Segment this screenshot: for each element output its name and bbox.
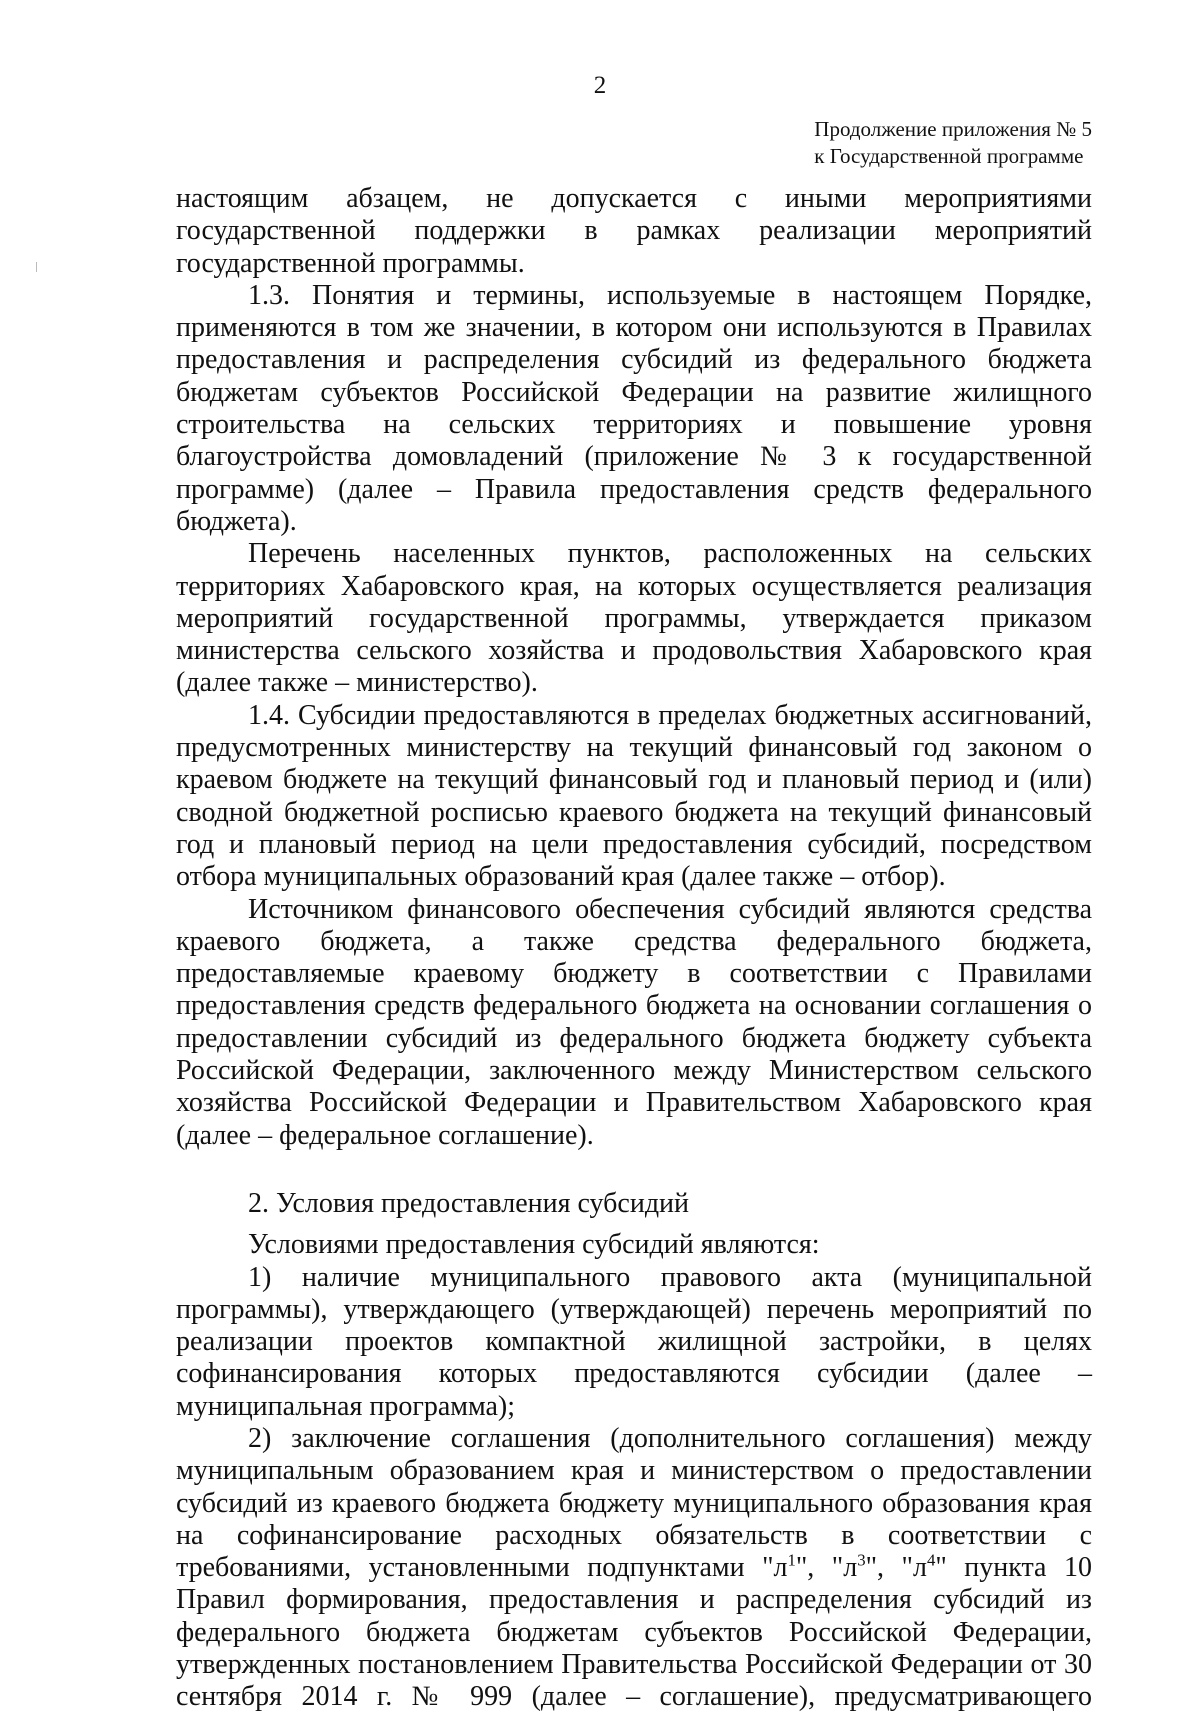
- item2-text-3: ", "л: [865, 1552, 927, 1584]
- appendix-header-line1: Продолжение приложения № 5: [814, 117, 1092, 141]
- page-number: 2: [593, 72, 607, 99]
- paragraph-1-4: 1.4. Субсидии предоставляются в пределах бюджетных ассигнований, предусмотренных министерству на текущий финансовый год законом о краевом бюджете на текущий финансовый год и плановый период и (или) сводной бюджетной росписью краевого бюджета на текущий финансовый год и плановый период на цели предоставления субсидий, посредством отбора муниципальных образований края (далее также – отбор).: [176, 699, 1092, 893]
- item2-text-2: ", "л: [795, 1552, 858, 1584]
- appendix-header: [814, 116, 1092, 170]
- item2-sup-3: 3: [857, 1550, 866, 1570]
- condition-item-1: 1) наличие муниципального правового акта (муниципальной программы), утверждающего (утверждающей) перечень мероприятий по реализации проектов компактной жилищной застройки, в целях софинансирования которых предоставляются субсидии (далее – муниципальная программа);: [176, 1261, 1092, 1422]
- item2-sup-4: 4: [926, 1550, 936, 1570]
- document-body: [176, 183, 1092, 1714]
- paragraph-continuation: настоящим абзацем, не допускается с иными мероприятиями государственной поддержки в рамках реализации мероприятий государственной программы.: [176, 183, 1092, 279]
- appendix-header-line2: к Государственной программе: [814, 144, 1084, 168]
- section-heading: 2. Условия предоставления субсидий: [248, 1187, 690, 1219]
- paragraph-1-3: 1.3. Понятия и термины, используемые в настоящем Порядке, применяются в том же значении, в котором они используются в Правилах предоставления и распределения субсидий из федерального бюджета бюджетам субъектов Российской Федерации на развитие жилищного строительства на сельских территориях и повышение уровня благоустройства домовладений (приложение № 3 к государственной программе) (далее – Правила предоставления средств федерального бюджета).: [176, 279, 1092, 537]
- margin-mark: [36, 262, 37, 272]
- paragraph-funding-source: Источником финансового обеспечения субсидий являются средства краевого бюджета, а также средства федерального бюджета, предоставляемые краевому бюджету в соответствии с Правилами предоставления средств федерального бюджета на основании соглашения о предоставлении субсидий из федерального бюджета бюджету субъекта Российской Федерации, заключенного между Министерством сельского хозяйства Российской Федерации и Правительством Хабаровского края (далее – федеральное соглашение).: [176, 893, 1092, 1151]
- item2-sup-1: 1: [787, 1550, 796, 1570]
- paragraph-settlements-list: Перечень населенных пунктов, расположенных на сельских территориях Хабаровского края, на которых осуществляется реализация мероприятий государственной программы, утверждается приказом министерства сельского хозяйства и продовольствия Хабаровского края (далее также – министерство).: [176, 538, 1092, 699]
- condition-item-2: [176, 1423, 1092, 1714]
- section-intro: Условиями предоставления субсидий являются:: [248, 1229, 820, 1261]
- item2-text-1: 2) заключение соглашения (дополнительного соглашения) между муниципальным образованием края и министерством о предоставлении субсидий из краевого бюджета бюджету муниципального образования края на софинансирование расходных обязательств в соответствии с требованиями, установленными подпунктами "л: [176, 1422, 1092, 1584]
- item2-text-4: " пункта 10 Правил формирования, предоставления и распределения субсидий из федерального бюджета бюджетам субъектов Российской Федерации, утвержденных постановлением Правительства Российской Федерации от 30 сентября 2014 г. № 999 (далее – соглашение), предусматривающего: [176, 1552, 1092, 1713]
